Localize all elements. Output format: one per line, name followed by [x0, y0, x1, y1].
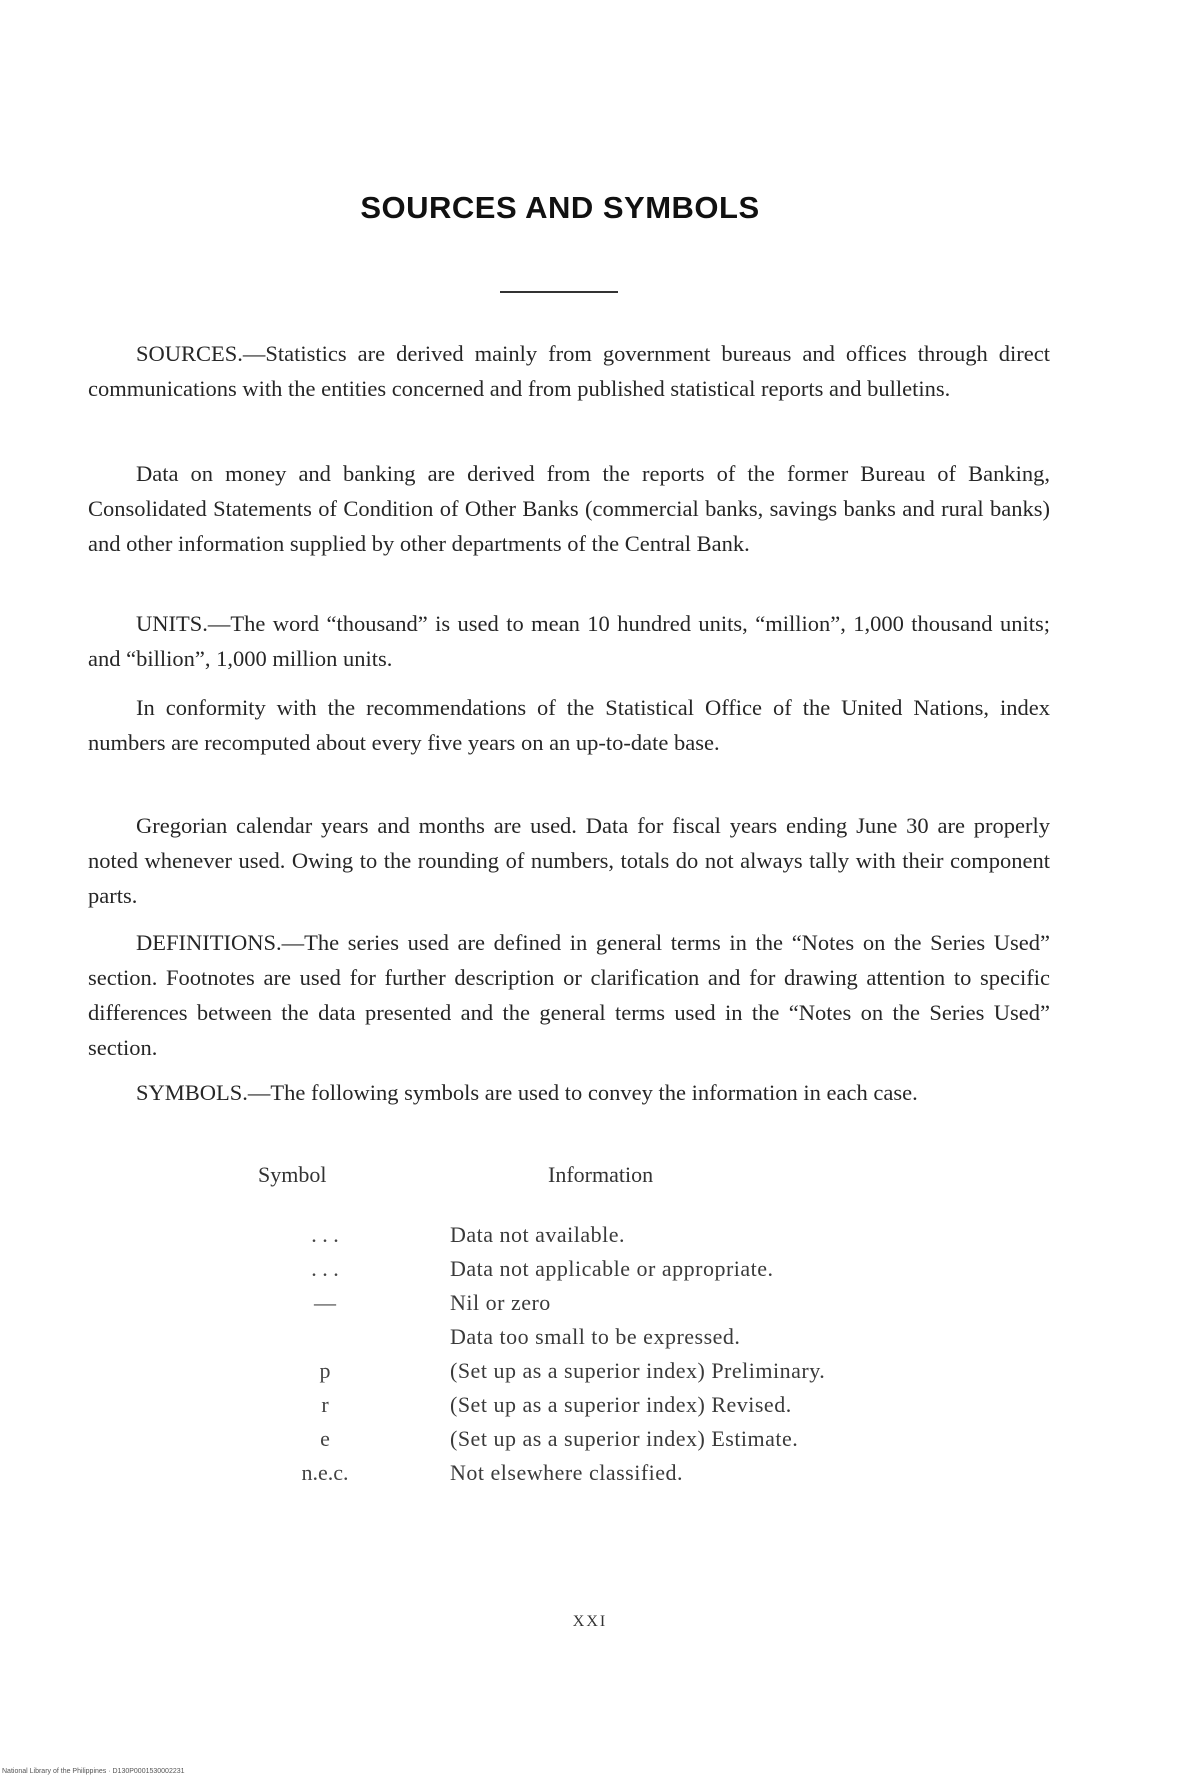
info-cell: Data not applicable or appropriate. [450, 1256, 774, 1281]
table-row [0, 1426, 1180, 1460]
symbol-column-header: Symbol [258, 1162, 327, 1187]
paragraph-sources: SOURCES.—Statistics are derived mainly from government bureaus and offices through direct communications with the entities concerned and from published statistical reports and bulletins. [88, 341, 1050, 401]
info-cell: (Set up as a superior index) Preliminary. [450, 1358, 826, 1383]
table-row [0, 1392, 1180, 1426]
paragraph-symbols: SYMBOLS.—The following symbols are used to convey the information in each case. [136, 1080, 918, 1105]
table-row [0, 1460, 1180, 1494]
information-column-header: Information [548, 1162, 654, 1187]
paragraph-index-numbers: In conformity with the recommendations of the Statistical Office of the United Nations, index numbers are recomputed about every five years on an up-to-date base. [88, 695, 1050, 755]
title-divider [500, 291, 618, 293]
page-number: XXI [572, 1613, 608, 1630]
symbol-cell: . . . [311, 1222, 339, 1247]
symbol-cell: r [321, 1392, 329, 1417]
info-cell: Data not available. [450, 1222, 626, 1247]
page-title: SOURCES AND SYMBOLS [360, 190, 760, 225]
info-cell: Data too small to be expressed. [450, 1324, 741, 1349]
paragraph-units: UNITS.—The word “thousand” is used to mean 10 hundred units, “million”, 1,000 thousand units; and “billion”, 1,000 million units. [88, 611, 1050, 671]
paragraph-calendar: Gregorian calendar years and months are used. Data for fiscal years ending June 30 are properly noted whenever used. Owing to the rounding of numbers, totals do not always tally with their component parts. [88, 813, 1050, 908]
paragraph-definitions: DEFINITIONS.—The series used are defined in general terms in the “Notes on the Series Used” section. Footnotes are used for further description or clarification and for drawing attention to specific differences between the data presented and the general terms used in the “Notes on the Series Used” section. [88, 930, 1050, 1060]
info-cell: Not elsewhere classified. [450, 1460, 684, 1485]
symbol-cell: p [319, 1358, 331, 1383]
info-cell: (Set up as a superior index) Revised. [450, 1392, 792, 1417]
info-cell: (Set up as a superior index) Estimate. [450, 1426, 799, 1451]
table-row [0, 1222, 1180, 1256]
info-cell: Nil or zero [450, 1290, 551, 1315]
symbol-cell: . . . [311, 1256, 339, 1281]
table-row [0, 1256, 1180, 1290]
symbol-cell: n.e.c. [301, 1460, 349, 1485]
table-row [0, 1324, 1180, 1358]
paragraph-money-banking: Data on money and banking are derived from the reports of the former Bureau of Banking, Consolidated Statements of Condition of Other Banks (commercial banks, savings banks and rural banks) and other information supplied by other departments of the Central Bank. [88, 461, 1050, 556]
symbol-cell: e [320, 1426, 330, 1451]
scan-footer-note: National Library of the Philippines · D130P0001530002231 [2, 1768, 185, 1775]
table-row [0, 1358, 1180, 1392]
symbol-cell: — [314, 1290, 336, 1315]
table-row [0, 1290, 1180, 1324]
